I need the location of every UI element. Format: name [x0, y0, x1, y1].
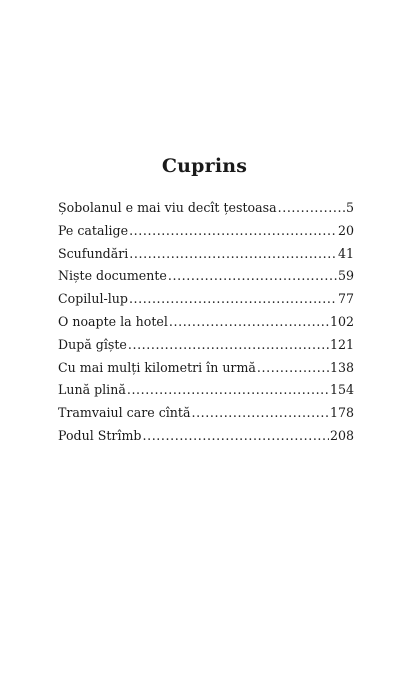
toc-entry [58, 405, 354, 428]
toc-entry-title: Podul Strîmb [58, 427, 142, 443]
toc-entry [58, 314, 354, 337]
toc-dot-leader [257, 360, 329, 375]
toc-entry-page: 77 [337, 291, 354, 307]
toc-entry [58, 337, 354, 360]
toc-entry [58, 246, 354, 269]
toc-entry-page: 121 [329, 336, 354, 352]
toc-entry [58, 268, 354, 291]
toc-dot-leader [129, 246, 337, 261]
toc-dot-leader [143, 428, 329, 443]
toc-entry-title: Scufundări [58, 245, 129, 261]
toc-entry-title: Niște documente [58, 268, 167, 284]
toc-dot-leader [278, 200, 345, 215]
toc-entry-page: 102 [329, 313, 354, 329]
toc-dot-leader [168, 268, 337, 283]
toc-dot-leader [191, 405, 328, 420]
toc-dot-leader [128, 337, 329, 352]
toc-entry-page: 178 [329, 405, 354, 421]
page-title: Cuprins [161, 154, 248, 177]
toc-entry [58, 223, 354, 246]
table-of-contents [58, 200, 354, 451]
toc-entry-title: După gîște [58, 336, 127, 352]
toc-entry-title: Tramvaiul care cîntă [58, 405, 191, 421]
toc-entry [58, 200, 354, 223]
toc-entry-page: 154 [329, 382, 354, 398]
toc-dot-leader [127, 382, 329, 397]
toc-entry-page: 20 [337, 222, 354, 238]
toc-entry-title: Pe catalige [58, 222, 129, 238]
toc-entry-title: Copilul-lup [58, 291, 128, 307]
toc-entry-title: Șobolanul e mai viu decît țestoasa [58, 200, 277, 215]
toc-entry [58, 382, 354, 405]
toc-dot-leader [169, 314, 329, 329]
toc-entry [58, 428, 354, 451]
toc-entry-page: 138 [329, 359, 354, 375]
toc-entry-title: Cu mai mulți kilometri în urmă [58, 359, 256, 375]
toc-entry [58, 291, 354, 314]
toc-entry-page: 208 [329, 427, 354, 443]
toc-entry-title: O noapte la hotel [58, 313, 168, 329]
toc-entry-page: 41 [337, 245, 354, 261]
toc-dot-leader [129, 291, 337, 306]
toc-entry-title: Lună plină [58, 382, 126, 398]
toc-entry-page: 5 [345, 200, 354, 215]
toc-dot-leader [129, 223, 337, 238]
toc-entry [58, 360, 354, 383]
toc-entry-page: 59 [337, 268, 354, 284]
